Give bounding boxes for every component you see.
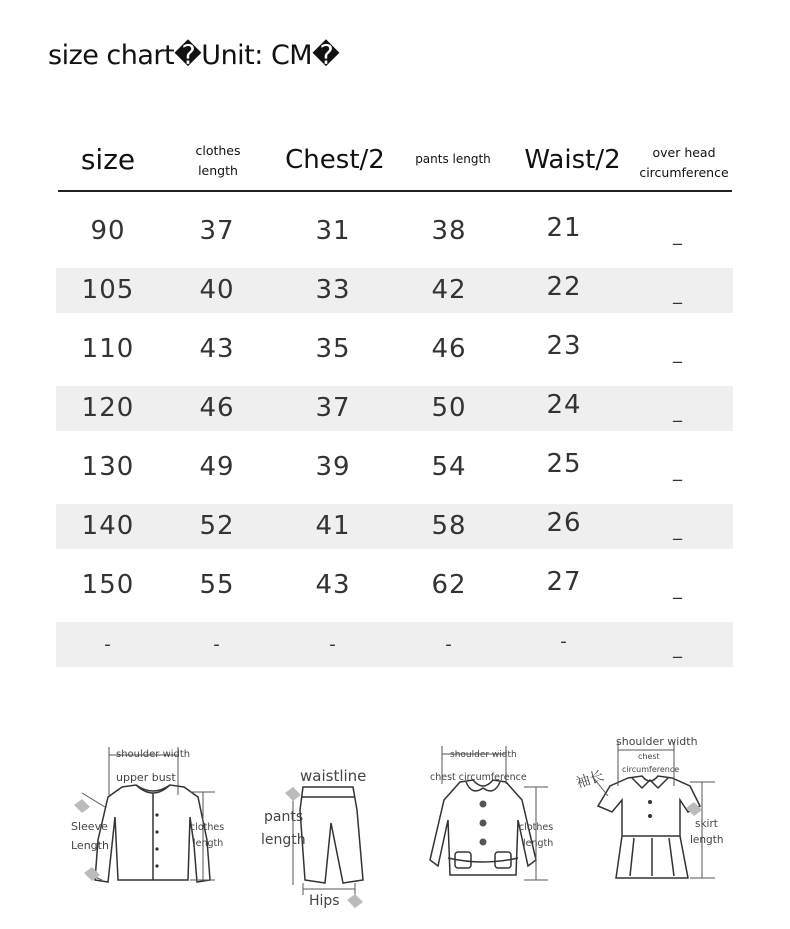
cell-clothes-length: 46 — [199, 393, 235, 423]
cell-over-head: _ — [673, 402, 683, 423]
pants-length-label-1: pants — [264, 809, 304, 825]
table-row — [56, 327, 733, 372]
cell-waist: 23 — [546, 331, 582, 361]
dress-illustration — [570, 730, 730, 885]
header-pants-length: pants length — [415, 152, 491, 166]
cell-chest: - — [329, 634, 337, 655]
cell-over-head: _ — [673, 579, 683, 600]
cell-over-head: _ — [673, 638, 683, 659]
header-waist: Waist/2 — [524, 145, 621, 175]
header-size: size — [80, 143, 136, 176]
jacket-bust-label: upper bust — [116, 771, 176, 784]
cell-clothes-length: - — [213, 634, 221, 655]
jacket-shoulder-label: shoulder width — [116, 749, 191, 760]
dress-sleeve-label: 袖长 — [574, 767, 606, 792]
pants-waist-label: waistline — [300, 767, 367, 785]
dress-skirt-label-2: length — [690, 834, 724, 846]
cell-waist: 22 — [546, 272, 582, 302]
cell-chest: 35 — [315, 334, 351, 364]
cell-size: 150 — [81, 570, 135, 600]
shirt-illustration — [420, 740, 555, 890]
cell-clothes-length: 52 — [199, 511, 235, 541]
dress-chest-label-1: chest — [638, 752, 660, 761]
dress-chest-label-2: circumference — [622, 765, 680, 774]
table-row — [56, 209, 733, 254]
header-clothes-length: clothes length — [195, 143, 241, 178]
jacket-length-label-2: length — [193, 838, 224, 849]
pants-illustration — [255, 755, 380, 915]
cell-size: - — [104, 634, 112, 655]
cell-chest: 37 — [315, 393, 351, 423]
cell-size: 130 — [81, 452, 135, 482]
cell-waist: 24 — [546, 390, 582, 420]
cell-chest: 41 — [315, 511, 351, 541]
table-row — [56, 386, 733, 431]
shirt-chest-label: chest circumference — [430, 772, 527, 783]
table-row — [56, 563, 733, 608]
jacket-sleeve-label-2: Length — [71, 839, 109, 852]
cell-clothes-length: 43 — [199, 334, 235, 364]
table-row — [56, 268, 733, 313]
cell-pants-length: 62 — [431, 570, 467, 600]
cell-over-head: _ — [673, 343, 683, 364]
cell-pants-length: 38 — [431, 216, 467, 246]
jacket-sleeve-label-1: Sleeve — [71, 820, 108, 833]
cell-clothes-length: 37 — [199, 216, 235, 246]
cell-waist: 25 — [546, 449, 582, 479]
cell-size: 110 — [81, 334, 135, 364]
cell-over-head: _ — [673, 284, 683, 305]
cell-over-head: _ — [673, 461, 683, 482]
dress-skirt-label-1: skirt — [695, 818, 718, 830]
cell-pants-length: 50 — [431, 393, 467, 423]
cell-size: 90 — [90, 216, 126, 246]
header-over-head: over head circumference — [639, 145, 729, 180]
cell-chest: 33 — [315, 275, 351, 305]
cell-waist: - — [560, 631, 568, 652]
pants-length-label-2: length — [261, 832, 306, 848]
cell-pants-length: - — [445, 634, 453, 655]
cell-over-head: _ — [673, 225, 683, 246]
header-chest: Chest/2 — [285, 145, 385, 175]
jacket-illustration — [60, 735, 235, 895]
shirt-length-label-1: clothes — [519, 822, 554, 833]
cell-chest: 39 — [315, 452, 351, 482]
cell-clothes-length: 55 — [199, 570, 235, 600]
cell-clothes-length: 40 — [199, 275, 235, 305]
shirt-shoulder-label: shoulder width — [450, 750, 517, 760]
cell-chest: 43 — [315, 570, 351, 600]
cell-pants-length: 54 — [431, 452, 467, 482]
cell-size: 140 — [81, 511, 135, 541]
cell-chest: 31 — [315, 216, 351, 246]
table-row — [56, 504, 733, 549]
jacket-length-label-1: clothes — [190, 822, 225, 833]
cell-waist: 21 — [546, 213, 582, 243]
cell-size: 105 — [81, 275, 135, 305]
cell-waist: 26 — [546, 508, 582, 538]
pants-hips-label: Hips — [309, 893, 340, 909]
table-row — [56, 445, 733, 490]
cell-size: 120 — [81, 393, 135, 423]
cell-pants-length: 42 — [431, 275, 467, 305]
table-row — [56, 622, 733, 667]
header-rule — [58, 190, 732, 192]
dress-shoulder-label: shoulder width — [616, 735, 698, 748]
shirt-length-label-2: length — [523, 838, 554, 849]
cell-clothes-length: 49 — [199, 452, 235, 482]
cell-pants-length: 58 — [431, 511, 467, 541]
cell-over-head: _ — [673, 520, 683, 541]
cell-pants-length: 46 — [431, 334, 467, 364]
cell-waist: 27 — [546, 567, 582, 597]
page-title: size chart�Unit: CM� — [48, 40, 340, 71]
